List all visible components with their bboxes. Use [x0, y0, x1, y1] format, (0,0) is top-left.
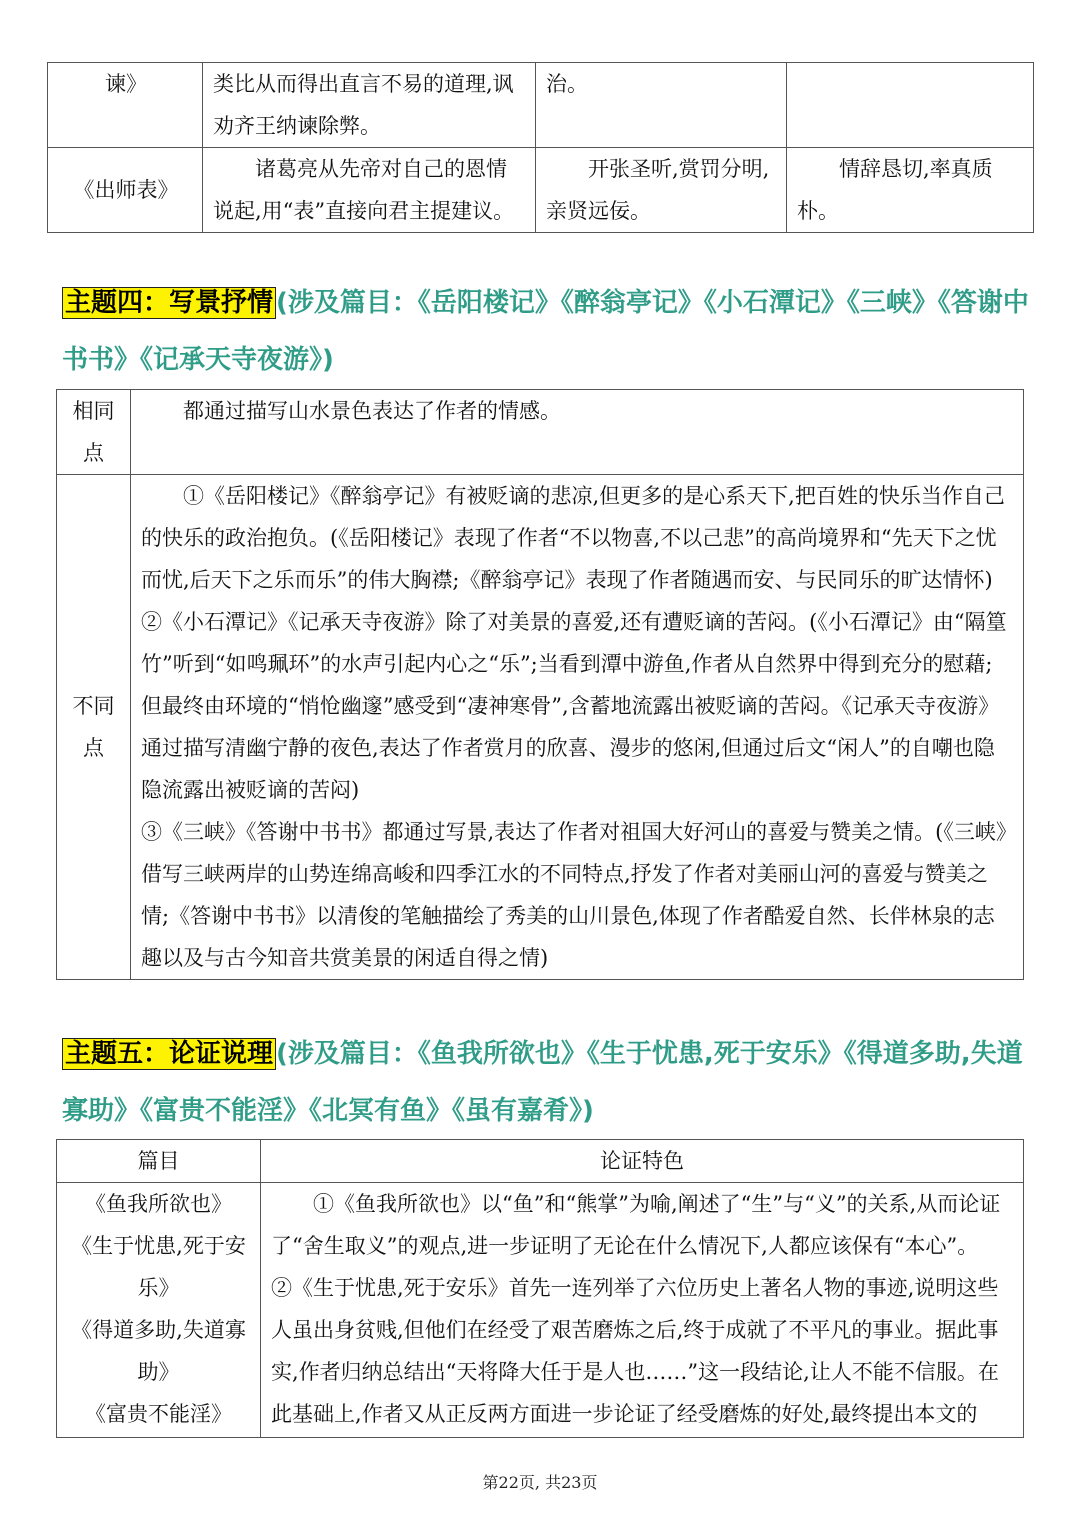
diff-content	[131, 475, 1024, 980]
table-row	[48, 148, 1034, 233]
heading-tag: 主题五：论证说理	[62, 1038, 276, 1070]
row-label-same: 相同点	[57, 390, 131, 475]
table-cell: 情辞恳切,率真质朴。	[787, 148, 1034, 233]
argument-content	[261, 1183, 1024, 1438]
theme4-table	[56, 389, 1024, 980]
same-text: 都通过描写山水景色表达了作者的情感。	[131, 390, 1024, 475]
table-cell	[787, 63, 1034, 148]
row-label-diff: 不同点	[57, 475, 131, 980]
page-footer: 第22页, 共23页	[482, 1473, 598, 1492]
table-row	[48, 63, 1034, 148]
section-heading-theme4	[62, 275, 1032, 389]
paragraph: ②《生于忧患,死于安乐》首先一连列举了六位历史上著名人物的事迹,说明这些人虽出身贫贱,但他们在经受了艰苦磨炼之后,终于成就了不平凡的事业。据此事实,作者归纳总结出“天将降大任于是人也……”这一段结论,让人不能不信服。在此基础上,作者又从正反两方面进一步论证了经受磨炼的好处,最终提出本文的	[271, 1276, 999, 1426]
column-header: 论证特色	[261, 1140, 1024, 1183]
table-cell: 诸葛亮从先帝对自己的恩情说起,用“表”直接向君主提建议。	[203, 148, 536, 233]
continued-comparison-table	[47, 62, 1034, 233]
table-cell: 开张圣听,赏罚分明,亲贤远佞。	[536, 148, 787, 233]
section-heading-theme5	[62, 1026, 1032, 1140]
table-cell: 类比从而得出直言不易的道理,讽劝齐王纳谏除弊。	[203, 63, 536, 148]
table-cell: 谏》	[48, 63, 203, 148]
table-header-row	[57, 1140, 1024, 1183]
column-header: 篇目	[57, 1140, 261, 1183]
title-list	[57, 1183, 261, 1438]
heading-tag: 主题四：写景抒情	[62, 287, 276, 319]
paragraph: ①《岳阳楼记》《醉翁亭记》有被贬谪的悲凉,但更多的是心系天下,把百姓的快乐当作自己的快乐的政治抱负。(《岳阳楼记》表现了作者“不以物喜,不以己悲”的高尚境界和“先天下之忧而忧,后天下之乐而乐”的伟大胸襟;《醉翁亭记》表现了作者随遇而安、与民同乐的旷达情怀)	[141, 484, 1005, 592]
table-row	[57, 390, 1024, 475]
paragraph: ②《小石潭记》《记承天寺夜游》除了对美景的喜爱,还有遭贬谪的苦闷。(《小石潭记》由“隔篁竹”听到“如鸣珮环”的水声引起内心之“乐”;当看到潭中游鱼,作者从自然界中得到充分的慰藉;但最终由环境的“悄怆幽邃”感受到“凄神寒骨”,含蓄地流露出被贬谪的苦闷。《记承天寺夜游》通过描写清幽宁静的夜色,表达了作者赏月的欣喜、漫步的悠闲,但通过后文“闲人”的自嘲也隐隐流露出被贬谪的苦闷)	[141, 610, 1007, 802]
table-cell: 治。	[536, 63, 787, 148]
paragraph: ①《鱼我所欲也》以“鱼”和“熊掌”为喻,阐述了“生”与“义”的关系,从而论证了“舍生取义”的观点,进一步证明了无论在什么情况下,人都应该保有“本心”。	[271, 1192, 1001, 1258]
list-item: 《富贵不能淫》	[85, 1402, 232, 1426]
list-item: 《鱼我所欲也》	[85, 1192, 232, 1216]
list-item: 《得道多助,失道寡助》	[71, 1318, 246, 1384]
theme5-table	[56, 1139, 1024, 1438]
table-row	[57, 1183, 1024, 1438]
list-item: 《生于忧患,死于安乐》	[71, 1234, 246, 1300]
table-row	[57, 475, 1024, 980]
table-cell: 《出师表》	[48, 148, 203, 233]
heading-scope: (涉及篇目：《岳阳楼记》《醉翁亭记》《小石潭记》《三峡》《答谢中书书》《记承天寺夜游》)	[62, 288, 1029, 375]
paragraph: ③《三峡》《答谢中书书》都通过写景,表达了作者对祖国大好河山的喜爱与赞美之情。(《三峡》借写三峡两岸的山势连绵高峻和四季江水的不同特点,抒发了作者对美丽山河的喜爱与赞美之情;《答谢中书书》以清俊的笔触描绘了秀美的山川景色,体现了作者酷爱自然、长伴林泉的志趣以及与古今知音共赏美景的闲适自得之情)	[141, 820, 1007, 970]
heading-scope: (涉及篇目：《鱼我所欲也》《生于忧患,死于安乐》《得道多助,失道寡助》《富贵不能淫》《北冥有鱼》《虽有嘉肴》)	[62, 1039, 1023, 1126]
